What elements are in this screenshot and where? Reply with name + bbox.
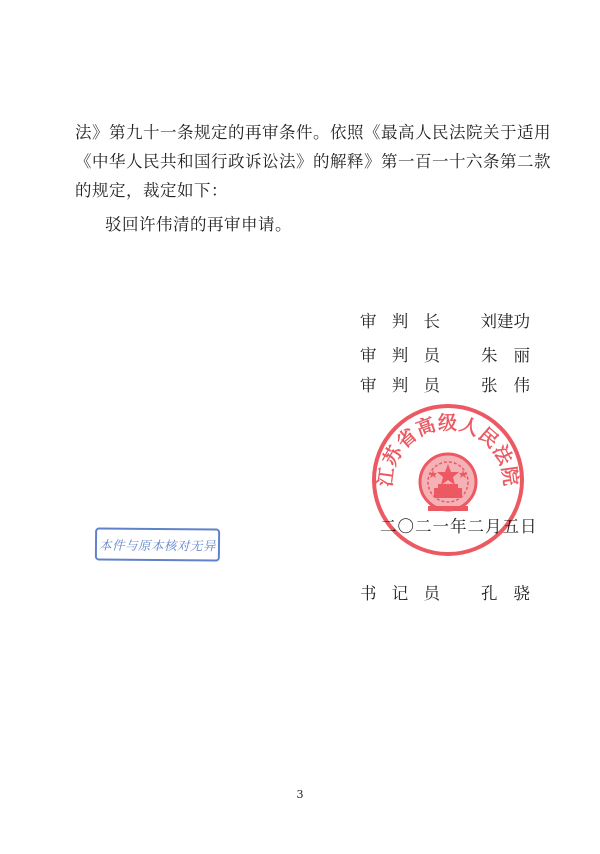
signature-clerk bbox=[360, 580, 546, 604]
court-seal-icon bbox=[370, 402, 526, 558]
signature-title: 审 判 长 bbox=[360, 312, 440, 331]
signature-judge-1 bbox=[360, 342, 546, 366]
page-number: 3 bbox=[296, 788, 304, 801]
signature-title: 书 记 员 bbox=[360, 584, 440, 603]
signature-judge-2 bbox=[360, 372, 546, 396]
signature-title: 审 判 员 bbox=[360, 346, 440, 365]
ruling-date: 二〇二一年二月五日 bbox=[380, 517, 538, 536]
body-line-3: 的规定，裁定如下： bbox=[75, 181, 228, 200]
signature-title: 审 判 员 bbox=[360, 376, 440, 395]
seal-text: 江苏省高级人民法院 bbox=[374, 412, 522, 488]
signature-presiding-judge bbox=[360, 308, 530, 332]
signature-name: 张伟 bbox=[481, 376, 546, 395]
signature-name: 孔骁 bbox=[481, 584, 546, 603]
body-line-2: 《中华人民共和国行政诉讼法》的解释》第一百一十六条第二款 bbox=[75, 152, 551, 171]
ruling-text: 驳回许伟清的再审申请。 bbox=[105, 215, 292, 234]
signature-name: 刘建功 bbox=[480, 312, 530, 331]
copy-verified-stamp bbox=[95, 527, 220, 561]
national-emblem-icon bbox=[420, 454, 476, 511]
stamp-text: 本件与原本核对无异 bbox=[98, 536, 217, 554]
body-line-1: 法》第九十一条规定的再审条件。依照《最高人民法院关于适用 bbox=[75, 123, 551, 142]
signature-name: 朱丽 bbox=[481, 346, 546, 365]
